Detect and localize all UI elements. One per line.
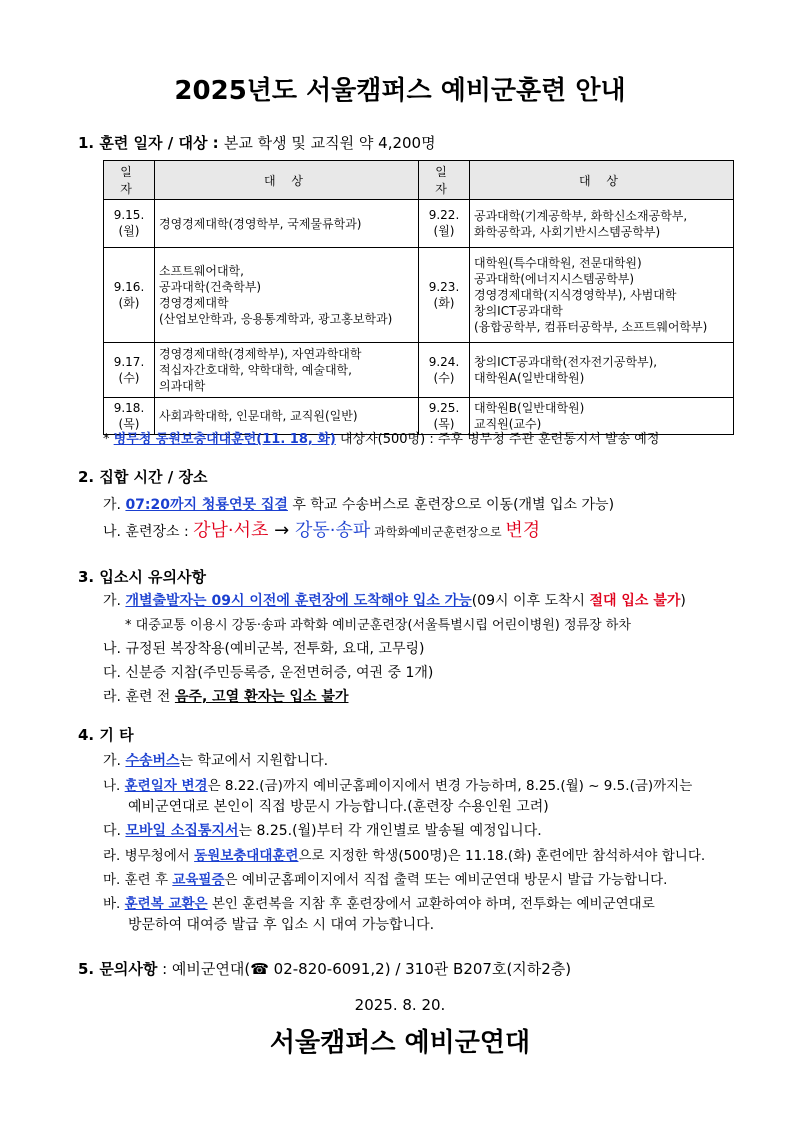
schedule-target: 사회과학대학, 인문대학, 교직원(일반)	[155, 398, 419, 435]
s4-item-e	[103, 868, 667, 888]
old-location: 강남·서초	[193, 520, 269, 541]
header-target-1: 대 상	[155, 161, 419, 200]
section-1-colon: :	[207, 134, 224, 152]
schedule-note	[103, 428, 659, 447]
s4-item-a	[103, 750, 328, 770]
item-prefix: 나. 훈련장소 :	[103, 524, 194, 540]
s2-item-b	[103, 516, 540, 542]
header-date-2: 일 자	[419, 161, 470, 200]
item-prefix: 다.	[103, 823, 126, 839]
header-date-1: 일 자	[104, 161, 155, 200]
schedule-target: 경영경제대학(경영학부, 국제물류학과)	[155, 200, 419, 248]
s4-item-d	[103, 844, 705, 864]
change-label: 변경	[505, 520, 541, 541]
section-3-heading: 3. 입소시 유의사항	[78, 568, 207, 586]
s3-item-d	[103, 686, 348, 706]
note-rest: 대상자(500명) : 주후 병무청 주관 훈련통지서 발송 예정	[335, 432, 660, 447]
shuttle-bus: 수송버스	[125, 753, 180, 769]
section-5-heading: 5. 문의사항	[78, 960, 158, 978]
certificate: 교육필증	[172, 872, 225, 888]
s3-item-a	[103, 590, 686, 610]
schedule-date: 9.23. (화)	[419, 248, 470, 343]
item-prefix: 가.	[103, 753, 126, 769]
schedule-target: 공과대학(기계공학부, 화학신소재공학부, 화학공학과, 사회기반시스템공학부)	[470, 200, 734, 248]
uniform-exchange: 훈련복 교환은	[124, 896, 208, 912]
s3-item-c: 다. 신분증 지참(주민등록증, 운전면허증, 여권 중 1개)	[103, 665, 434, 681]
s4-item-b	[103, 774, 692, 794]
schedule-row	[104, 343, 734, 398]
illness-warning: 음주, 고열 환자는 입소 불가	[174, 689, 349, 705]
section-1-text: 본교 학생 및 교직원 약 4,200명	[223, 134, 436, 152]
item-prefix: 라. 훈련 전	[103, 689, 175, 705]
section-1-heading: 1. 훈련 일자 / 대상	[78, 134, 208, 152]
issuing-organization: 서울캠퍼스 예비군연대	[269, 1028, 531, 1058]
section-2-header	[78, 466, 207, 487]
item-prefix: 나.	[103, 778, 125, 794]
no-entry-warning: 절대 입소 불가	[589, 593, 681, 609]
item-prefix: 가.	[103, 497, 126, 513]
item-text: 는 학교에서 지원합니다.	[179, 753, 329, 769]
schedule-date: 9.15. (월)	[104, 200, 155, 248]
item-text: )	[680, 593, 686, 609]
note-mobilization-link: 병무청 동원보충대대훈련(11. 18, 화)	[113, 432, 336, 447]
note-prefix: *	[103, 432, 114, 447]
item-text: 본인 훈련복을 지참 후 훈련장에서 교환하여야 하며, 전투화는 예비군연대로	[207, 896, 655, 912]
schedule-date: 9.16. (화)	[104, 248, 155, 343]
mobilization-training: 동원보충대대훈련	[194, 848, 299, 864]
section-2-heading: 2. 집합 시간 / 장소	[78, 468, 208, 486]
schedule-row	[104, 248, 734, 343]
s4-item-f-cont: 방문하여 대여증 발급 후 입소 시 대여 가능합니다.	[128, 917, 435, 933]
schedule-header-row	[104, 161, 734, 200]
item-prefix: 가.	[103, 593, 126, 609]
schedule-target: 대학원B(일반대학원) 교직원(교수)	[470, 398, 734, 435]
section-4-header	[78, 724, 134, 745]
s3-item-b: 나. 규정된 복장착용(예비군복, 전투화, 요대, 고무링)	[103, 641, 425, 657]
s4-item-b-cont: 예비군연대로 본인이 직접 방문시 가능합니다.(훈련장 수용인원 고려)	[128, 799, 549, 815]
schedule-date: 9.18. (목)	[104, 398, 155, 435]
s2-item-a	[103, 494, 614, 514]
s4-item-c	[103, 820, 542, 840]
schedule-target: 소프트웨어대학, 공과대학(건축학부) 경영경제대학 (산업보안학과, 응용통계학과, 광고홍보학과)	[155, 248, 419, 343]
schedule-row	[104, 200, 734, 248]
document-date: 2025. 8. 20.	[354, 996, 446, 1014]
schedule-target: 경영경제대학(경제학부), 자연과학대학 적십자간호대학, 약학대학, 예술대학, 의과대학	[155, 343, 419, 398]
header-target-2: 대 상	[470, 161, 734, 200]
schedule-date: 9.22. (월)	[419, 200, 470, 248]
item-text: 은 예비군홈페이지에서 직접 출력 또는 예비군연대 방문시 발급 가능합니다.	[224, 872, 668, 888]
section-3-header	[78, 566, 206, 587]
schedule-date: 9.25. (목)	[419, 398, 470, 435]
item-text: 으로 지정한 학생(500명)은 11.18.(화) 훈련에만 참석하셔야 합니다.	[298, 848, 706, 864]
date-change: 훈련일자 변경	[124, 778, 208, 794]
schedule-table	[103, 160, 734, 435]
item-prefix: 바.	[103, 896, 125, 912]
schedule-date: 9.24. (수)	[419, 343, 470, 398]
item-text: 는 8.25.(월)부터 각 개인별로 발송될 예정입니다.	[238, 823, 542, 839]
schedule-target: 창의ICT공과대학(전자전기공학부), 대학원A(일반대학원)	[470, 343, 734, 398]
contact-info: : 예비군연대(☎ 02-820-6091,2) / 310관 B207호(지하2층)	[157, 960, 572, 978]
section-5-header	[78, 958, 571, 979]
arrow-icon: →	[268, 520, 295, 541]
arrival-deadline: 개별출발자는 09시 이전에 훈련장에 도착해야 입소 가능	[125, 593, 472, 609]
s4-item-f	[103, 892, 655, 912]
section-4-heading: 4. 기 타	[78, 726, 134, 744]
assembly-time: 07:20까지 청룡연못 집결	[125, 497, 288, 513]
item-text: 후 학교 수송버스로 훈련장으로 이동(개별 입소 가능)	[287, 497, 615, 513]
item-text: 은 8.22.(금)까지 예비군홈페이지에서 변경 가능하며, 8.25.(월) ~ 9.5.(금)까지는	[207, 778, 693, 794]
page-title: 2025년도 서울캠퍼스 예비군훈련 안내	[174, 76, 626, 106]
mobile-notice: 모바일 소집통지서	[125, 823, 239, 839]
item-text: 과학화예비군훈련장으로	[370, 525, 506, 539]
schedule-target: 대학원(특수대학원, 전문대학원) 공과대학(에너지시스템공학부) 경영경제대학(지식경영학부), 사범대학 창의ICT공과대학 (융합공학부, 컴퓨터공학부, 소프트웨어학부)	[470, 248, 734, 343]
s3-item-a-note: * 대중교통 이용시 강동·송파 과학화 예비군훈련장(서울특별시립 어린이병원) 정류장 하차	[125, 618, 631, 633]
item-prefix: 마. 훈련 후	[103, 872, 173, 888]
new-location: 강동·송파	[294, 520, 371, 541]
section-1-header	[78, 132, 436, 153]
schedule-date: 9.17. (수)	[104, 343, 155, 398]
item-text: (09시 이후 도착시	[471, 593, 590, 609]
item-prefix: 라. 병무청에서	[103, 848, 195, 864]
